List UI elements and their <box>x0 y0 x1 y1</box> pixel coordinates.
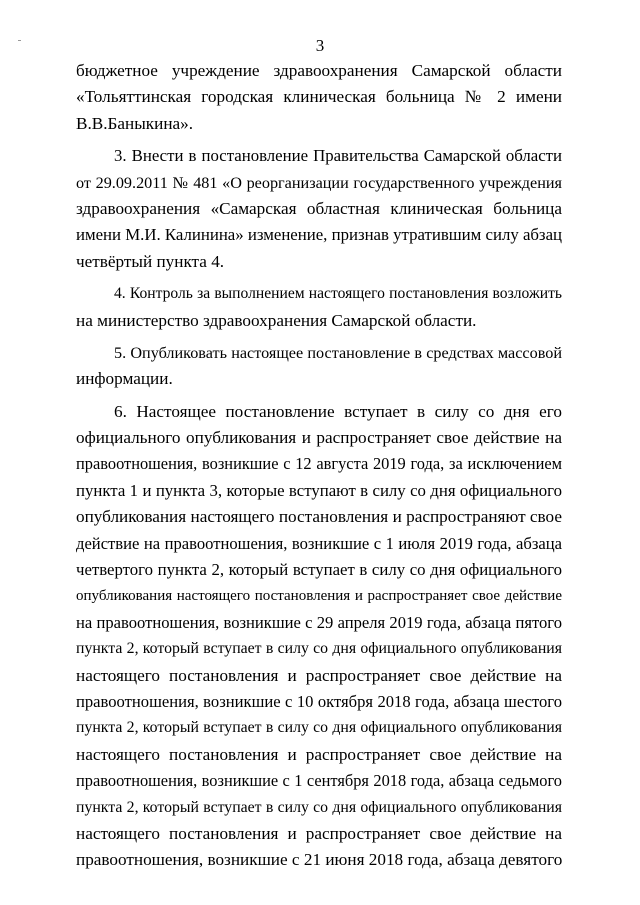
text-line: имени М.И. Калинина» изменение, признав утратившим силу абзац <box>76 225 562 245</box>
text-line: пункта 2, который вступает в силу со дня официального опубликования <box>76 719 562 737</box>
text-line: правоотношения, возникшие с 12 августа 2019 года, за исключением <box>76 454 562 474</box>
text-line: пункта 2, который вступает в силу со дня официального опубликования <box>76 640 562 658</box>
text-line: правоотношения, возникшие с 1 сентября 2018 года, абзаца седьмого <box>76 771 562 791</box>
text-line: от 29.09.2011 № 481 «О реорганизации государственного учреждения <box>76 173 562 192</box>
text-line: опубликования настоящего постановления и распространяют свое <box>76 507 562 527</box>
text-line: 5. Опубликовать настоящее постановление в средствах массовой <box>114 343 562 362</box>
text-line: информации. <box>76 369 173 389</box>
text-line: 6. Настоящее постановление вступает в силу со дня его <box>114 401 562 421</box>
text-line: 4. Контроль за выполнением настоящего постановления возложить <box>114 285 562 303</box>
text-line: официального опубликования и распространяет свое действие на <box>76 428 562 448</box>
text-line: бюджетное учреждение здравоохранения Самарской области <box>76 61 562 80</box>
text-line: настоящего постановления и распространяет свое действие на <box>76 665 562 685</box>
text-line: правоотношения, возникшие с 21 июня 2018 года, абзаца девятого <box>76 850 563 870</box>
text-line: четвёртый пункта 4. <box>76 251 225 271</box>
text-line: действие на правоотношения, возникшие с 1 июля 2019 года, абзаца <box>76 533 562 553</box>
text-line: «Тольяттинская городская клиническая больница № 2 имени <box>76 87 562 107</box>
text-line: 3. Внести в постановление Правительства Самарской области <box>114 146 562 166</box>
text-line: пункта 2, который вступает в силу со дня официального опубликования <box>76 798 562 816</box>
text-line: настоящего постановления и распространяет свое действие на <box>76 744 562 764</box>
text-line: настоящего постановления и распространяет свое действие на <box>76 823 562 843</box>
text-line: на министерство здравоохранения Самарской области. <box>76 310 477 330</box>
text-line: пункта 1 и пункта 3, которые вступают в силу со дня официального <box>76 480 562 500</box>
text-line: четвертого пункта 2, который вступает в силу со дня официального <box>76 560 562 580</box>
text-line: опубликования настоящего постановления и распространяет свое действие <box>76 588 562 605</box>
text-line: В.В.Баныкина». <box>76 113 194 133</box>
text-line: правоотношения, возникшие с 10 октября 2018 года, абзаца шестого <box>76 691 562 711</box>
text-line: на правоотношения, возникшие с 29 апреля 2019 года, абзаца пятого <box>76 612 562 632</box>
text-line: здравоохранения «Самарская областная клиническая больница <box>76 198 562 218</box>
page-number: 3 <box>315 36 325 55</box>
document-body <box>76 58 562 874</box>
